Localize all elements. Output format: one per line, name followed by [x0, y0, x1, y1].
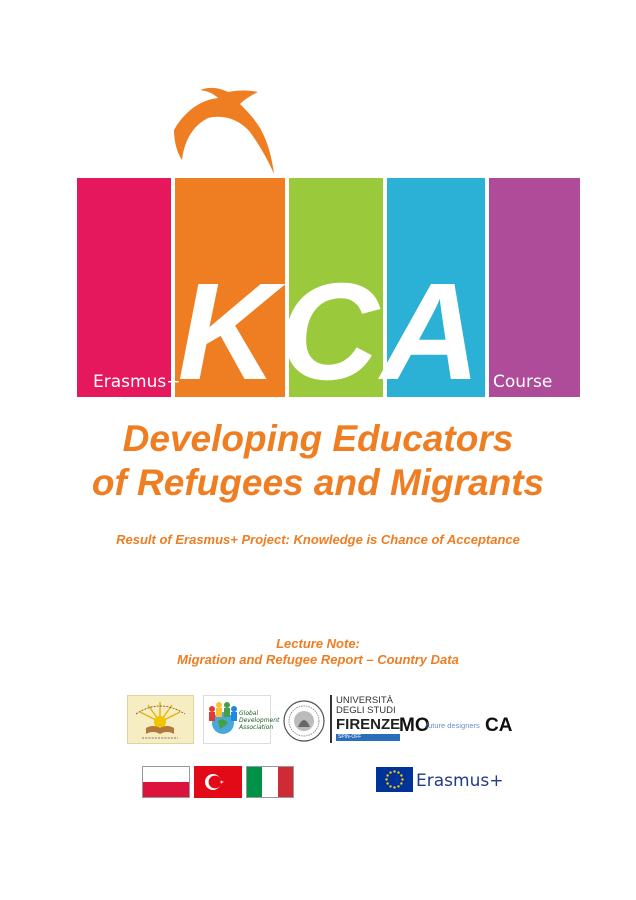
university-seal-icon	[282, 699, 326, 743]
page-title-line2: of Refugees and Migrants	[91, 462, 545, 503]
banner-course-label: Course	[493, 372, 553, 392]
partner-logo-unifi	[282, 695, 400, 745]
moca-mo-text: MO	[399, 715, 430, 736]
partner-logo-bialystok	[127, 695, 194, 744]
italy-flag-icon	[246, 766, 294, 798]
moca-middle-text: future designers	[426, 721, 480, 730]
gda-label-line3: Association	[239, 724, 274, 731]
unifi-line2: DEGLI STUDI	[336, 705, 396, 716]
sunburst-book-icon	[128, 696, 193, 743]
project-subtitle: Result of Erasmus+ Project: Knowledge is Chance of Acceptance	[116, 532, 520, 547]
unifi-spinoff-badge: SPIN-OFF	[338, 734, 362, 740]
eu-erasmus-logo	[376, 767, 504, 795]
poland-flag-icon	[142, 766, 190, 798]
lecture-note-label: Lecture Note:	[276, 636, 360, 651]
eu-erasmus-label: Erasmus+	[416, 771, 504, 791]
kca-logo-letters: KCA	[177, 255, 483, 409]
gda-label-line2: Development	[239, 717, 280, 724]
partner-logo-gda	[203, 695, 280, 744]
partner-logo-moca	[399, 714, 511, 738]
banner-erasmus-label: Erasmus+	[93, 372, 181, 392]
unifi-line1: UNIVERSITÀ	[336, 695, 394, 706]
eu-flag-icon	[376, 767, 413, 792]
turkey-flag-icon	[194, 766, 242, 798]
unifi-line3: FIRENZE	[336, 716, 401, 733]
swallow-bird-icon	[170, 82, 290, 182]
people-globe-icon	[206, 699, 240, 741]
moca-ca-text: CA	[485, 715, 513, 736]
gda-label-line1: Global	[239, 710, 259, 717]
page-title-line1: Developing Educators	[122, 418, 514, 459]
lecture-note-title: Migration and Refugee Report – Country Data	[177, 652, 459, 667]
